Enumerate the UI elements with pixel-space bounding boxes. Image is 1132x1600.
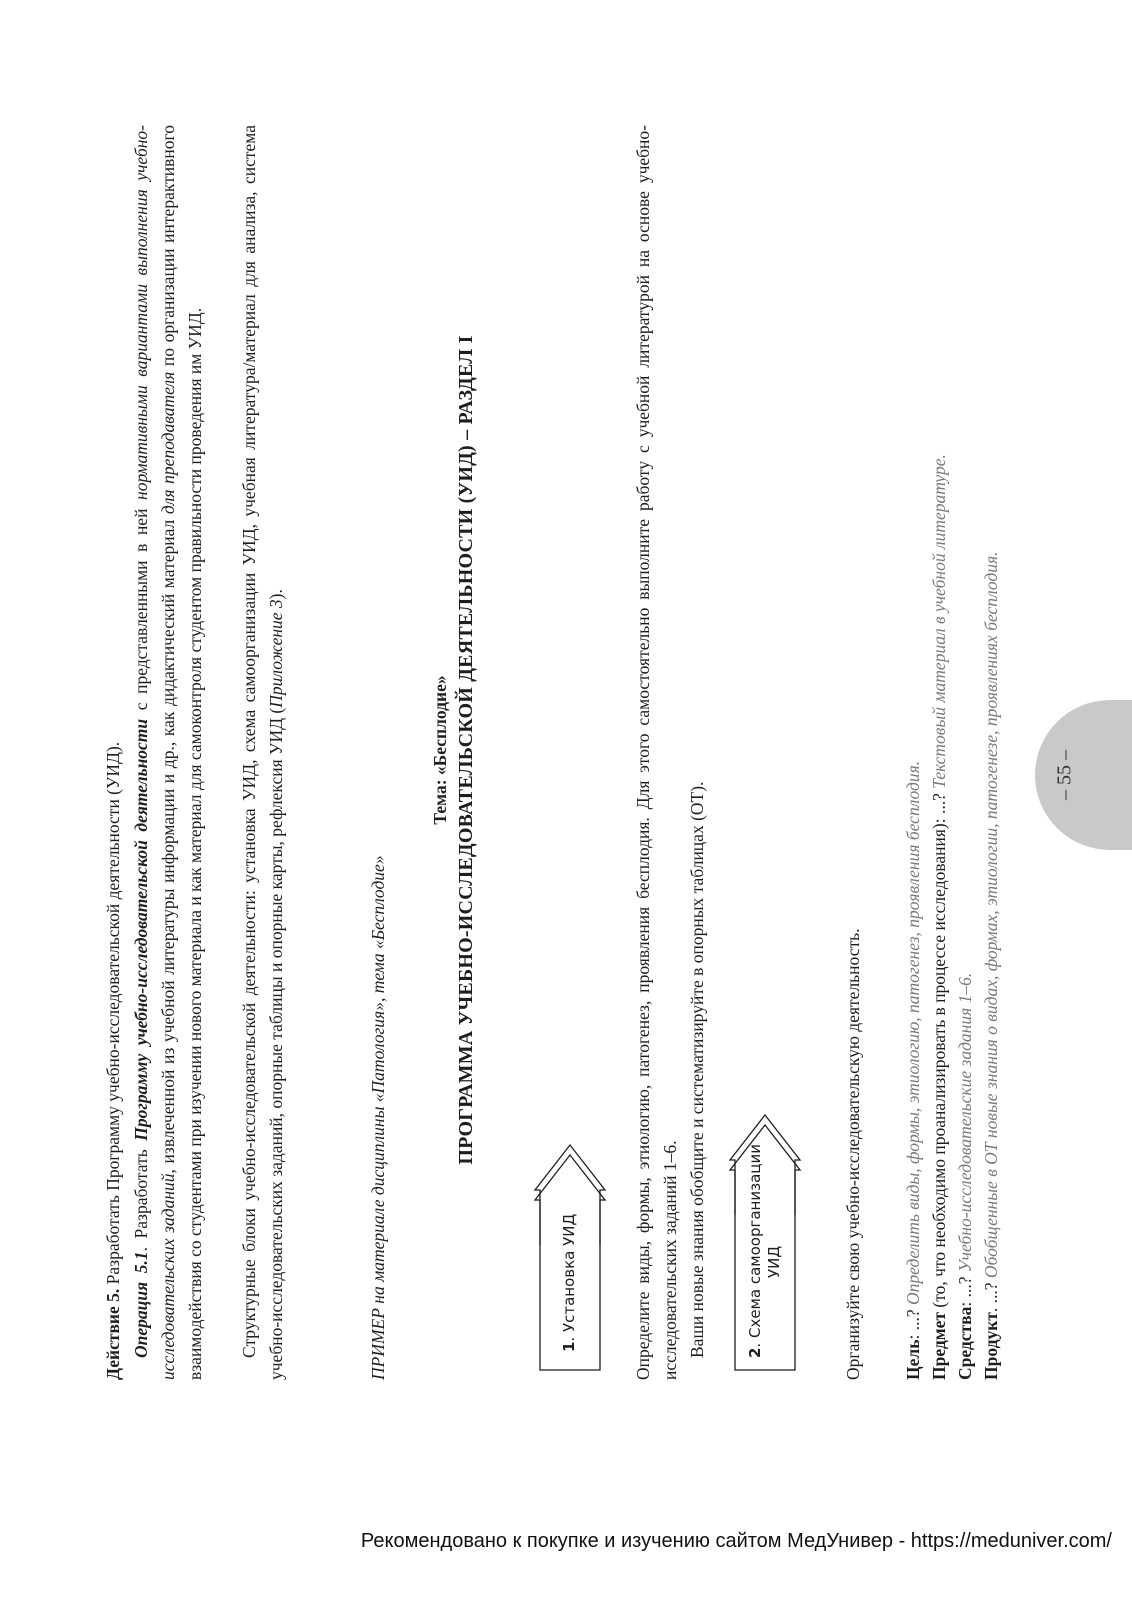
subject-label: Предмет <box>929 1311 949 1380</box>
program-title: ПРОГРАММА УЧЕБНО-ИССЛЕДОВАТЕЛЬСКОЙ ДЕЯТЕЛЬНОСТИ (УИД) – РАЗДЕЛ I <box>455 335 477 1165</box>
product-label: Продукт <box>981 1312 1001 1380</box>
box1-text: . Установка УИД <box>560 1213 578 1342</box>
means-line <box>952 125 979 1380</box>
operation-text-7: по организации интерактивного взаимодействия со студентами при изучении нового материала и как материал для самоконтроля студентом правильности проведения им УИД. <box>158 125 205 1380</box>
means-text-1: : ...? <box>955 1272 975 1307</box>
box2-num: 2 <box>746 1347 764 1358</box>
example-text-2: , тема «Бесплодие» <box>368 855 388 1003</box>
operation-text-1: . Разработать <box>131 1140 151 1252</box>
box1-num: 1 <box>560 1341 578 1352</box>
means-text-2: Учебно-исследовательские задания 1–6. <box>955 972 975 1273</box>
goal-label: Цель <box>903 1339 923 1380</box>
subject-text-2: Текстовый материал в учебной литературе. <box>929 454 949 789</box>
action-label: Действие 5. <box>103 1288 123 1380</box>
operation-text-4: нормативными вариантами выполнения учебно-исследовательских заданий <box>131 124 178 1380</box>
subject-text-1: (то, что необходимо проанализировать в процессе исследования): ...? <box>929 788 949 1312</box>
operation-text-2: Программу учебно-исследовательской деятельности <box>131 718 151 1141</box>
product-line <box>978 125 1005 1380</box>
page-number: – 55 – <box>1053 750 1076 800</box>
arrow-box-2 <box>735 1080 795 1370</box>
goal-text-2: Определить виды, формы, этиологию, патогенез, проявления бесплодия. <box>903 760 923 1306</box>
operation-text-6: для преподавателя <box>158 371 178 515</box>
rotated-page <box>100 120 1030 1380</box>
product-text-1: . ...? <box>981 1278 1001 1313</box>
box2-text-2: УИД <box>765 1245 783 1278</box>
action-text: Разработать Программу учебно-исследовательской деятельности (УИД). <box>103 741 123 1289</box>
organize-line: Организуйте свою учебно-исследовательскую деятельность. <box>843 928 863 1380</box>
arrow-box-1 <box>540 1110 600 1370</box>
box2-text-1: . Схема самоорганизации <box>746 1144 764 1348</box>
subject-line <box>926 125 953 1380</box>
box1-label <box>560 1214 579 1352</box>
instruction-2 <box>684 125 711 1380</box>
means-label: Средства <box>955 1306 975 1380</box>
structure-paragraph <box>236 125 290 1380</box>
operation-text-3: с представленными в ней <box>131 499 151 719</box>
structure-text-1: Структурные блоки учебно-исследовательской деятельности: установка УИД, схема самоорганизации УИД, учебная литература/материал для анализа, система учебно-исследовательских заданий, опорные таблицы и опорные карты, рефлексия УИД ( <box>239 125 286 1380</box>
example-line <box>365 125 392 1380</box>
instruction-1: Определите виды, формы, этиологию, патогенез, проявления бесплодия. Для этого самостоятельно выполните работу с учебной литературой на основе учебно-исследовательских заданий 1–6. <box>633 125 680 1380</box>
topic-heading: Тема: «Бесплодие» <box>430 675 450 825</box>
goal-text-1: : ...? <box>903 1305 923 1340</box>
structure-text-3: ). <box>266 589 286 600</box>
goal-line <box>900 125 927 1380</box>
instruction-2-text: Ваши новые знания обобщите и систематизируйте в опорных таблицах (ОТ). <box>687 781 707 1358</box>
structure-text-2: Приложение 3 <box>266 599 286 708</box>
action-5 <box>100 125 127 1380</box>
operation-5-1 <box>128 125 209 1380</box>
product-text-2: Обобщенные в ОТ новые знания о видах, формах, этиологии, патогенезе, проявлениях бесплодия. <box>981 551 1001 1279</box>
operation-label: Операция 5.1 <box>131 1251 151 1358</box>
box2-label <box>746 1144 784 1358</box>
operation-text-5: , извлеченной из учебной литературы информации и др., как дидактический материал <box>158 514 178 1174</box>
example-text-1: ПРИМЕР на материале дисциплины «Патология» <box>368 1002 388 1380</box>
footer-recommendation: Рекомендовано к покупке и изучению сайтом МедУнивер - https://meduniver.com/ <box>360 1530 1112 1552</box>
